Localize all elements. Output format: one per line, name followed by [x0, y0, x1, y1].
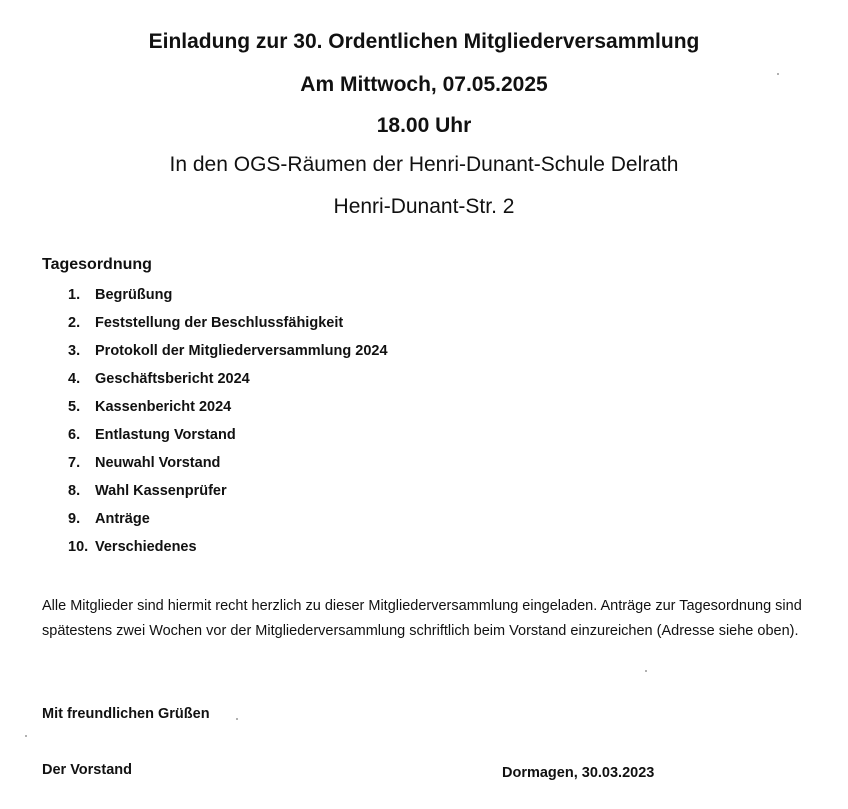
agenda-item-number: 7.: [68, 455, 81, 471]
agenda-item-number: 1.: [68, 287, 81, 303]
invitation-paragraph: Alle Mitglieder sind hiermit recht herzlich zu dieser Mitgliederversammlung eingeladen. Anträge zur Tagesordnung sind spätestens zwei Wochen vor der Mitgliederversammlung schriftlich beim Vorstand einzureichen (Adresse siehe oben).: [42, 598, 802, 639]
agenda-item: [68, 481, 388, 509]
signature: Der Vorstand: [42, 762, 132, 778]
agenda-item-label: Protokoll der Mitgliederversammlung 2024: [95, 343, 388, 359]
document-title: Einladung zur 30. Ordentlichen Mitgliederversammlung: [148, 30, 700, 53]
agenda-item-number: 4.: [68, 371, 81, 387]
agenda-item: [68, 341, 388, 369]
agenda-item-label: Wahl Kassenprüfer: [95, 483, 227, 499]
agenda-item-number: 6.: [68, 427, 81, 443]
scan-speck: [645, 670, 647, 672]
agenda-item: [68, 425, 388, 453]
agenda-item: [68, 369, 388, 397]
agenda-item: [68, 537, 388, 565]
agenda-item-label: Feststellung der Beschlussfähigkeit: [95, 315, 344, 331]
meeting-date: Am Mittwoch, 07.05.2025: [300, 73, 548, 96]
scan-speck: [236, 718, 238, 720]
agenda-item-label: Geschäftsbericht 2024: [95, 371, 250, 387]
agenda-heading: Tagesordnung: [42, 256, 152, 273]
scan-speck: [777, 73, 779, 75]
agenda-item-label: Begrüßung: [95, 287, 173, 303]
scan-speck: [25, 735, 27, 737]
agenda-item-label: Verschiedenes: [95, 539, 197, 555]
agenda-item-number: 9.: [68, 511, 81, 527]
agenda-item-label: Entlastung Vorstand: [95, 427, 236, 443]
closing-greeting: Mit freundlichen Grüßen: [42, 706, 210, 722]
agenda-item-number: 5.: [68, 399, 81, 415]
agenda-item-label: Kassenbericht 2024: [95, 399, 232, 415]
place-date: Dormagen, 30.03.2023: [502, 765, 655, 781]
agenda-item-number: 3.: [68, 343, 81, 359]
agenda-item-number: 10.: [68, 539, 89, 555]
agenda-item-label: Anträge: [95, 511, 150, 527]
meeting-location: In den OGS-Räumen der Henri-Dunant-Schule Delrath: [169, 153, 679, 176]
agenda-item: [68, 397, 388, 425]
agenda-item: [68, 313, 388, 341]
meeting-time: 18.00 Uhr: [376, 114, 472, 137]
agenda-item: [68, 453, 388, 481]
agenda-item-label: Neuwahl Vorstand: [95, 455, 221, 471]
agenda-item: [68, 509, 388, 537]
agenda-list: [68, 285, 388, 565]
agenda-item-number: 8.: [68, 483, 81, 499]
meeting-address: Henri-Dunant-Str. 2: [333, 195, 515, 218]
agenda-item: [68, 285, 388, 313]
agenda-item-number: 2.: [68, 315, 81, 331]
